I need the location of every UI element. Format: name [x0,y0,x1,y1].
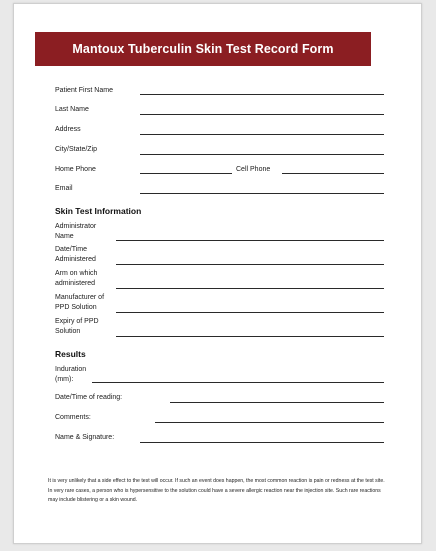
address-label: Address [55,126,81,133]
footnote-disclaimer: It is very unlikely that a side effect to the test will occur. If such an event does happen, the most common reaction is pain or redness at the test site. In very rare cases, a person who is hypersensitive to the solution could have a severe allergic reaction near the injection site. Such rare reactions may include blistering or a skin wound. [48,478,385,503]
home-phone-label: Home Phone [55,166,96,173]
last-name-field[interactable] [140,114,384,115]
first-name-label: Patient First Name [55,87,113,94]
reading-field[interactable] [170,402,384,403]
home-phone-field[interactable] [140,173,232,174]
datetime-administered-label-line-2: Administered [55,255,96,263]
manufacturer-label-line-2: PPD Solution [55,303,97,311]
induration-label-line-2: (mm): [55,375,74,383]
signature-label: Name & Signature: [55,434,115,441]
induration-field[interactable] [92,382,384,383]
induration-label-line-1: Induration [55,366,87,373]
datetime-administered-field[interactable] [116,264,384,265]
expiry-label-line-1: Expiry of PPD [55,318,99,325]
form-title-banner [35,32,371,66]
administrator-label-line-2: Name [55,232,74,240]
cell-phone-label: Cell Phone [236,166,271,173]
address-field[interactable] [140,134,384,135]
expiry-label [55,317,99,336]
email-label: Email [55,185,73,192]
email-field[interactable] [140,193,384,194]
manufacturer-field[interactable] [116,312,384,313]
arm-field[interactable] [116,288,384,289]
datetime-administered-label-line-1: Date/Time [55,246,88,253]
datetime-administered-label [55,245,96,264]
city-state-zip-label: City/State/Zip [55,146,98,153]
form-title: Mantoux Tuberculin Skin Test Record Form [72,42,334,56]
induration-label [55,365,86,384]
results-heading: Results [55,349,86,359]
first-name-field[interactable] [140,94,384,95]
arm-label [55,269,97,288]
arm-label-line-1: Arm on which [55,270,98,277]
administrator-label-line-1: Administrator [55,223,97,230]
comments-label: Comments: [55,414,91,421]
manufacturer-label-line-1: Manufacturer of [55,294,105,301]
administrator-field[interactable] [116,240,384,241]
expiry-field[interactable] [116,336,384,337]
manufacturer-label [55,293,104,312]
skin-test-heading: Skin Test Information [55,206,142,216]
last-name-label: Last Name [55,106,89,113]
administrator-label [55,222,96,241]
arm-label-line-2: administered [55,279,96,287]
signature-field[interactable] [140,442,384,443]
reading-label: Date/Time of reading: [55,394,123,401]
expiry-label-line-2: Solution [55,327,81,335]
cell-phone-field[interactable] [282,173,384,174]
comments-field[interactable] [155,422,384,423]
city-state-zip-field[interactable] [140,154,384,155]
